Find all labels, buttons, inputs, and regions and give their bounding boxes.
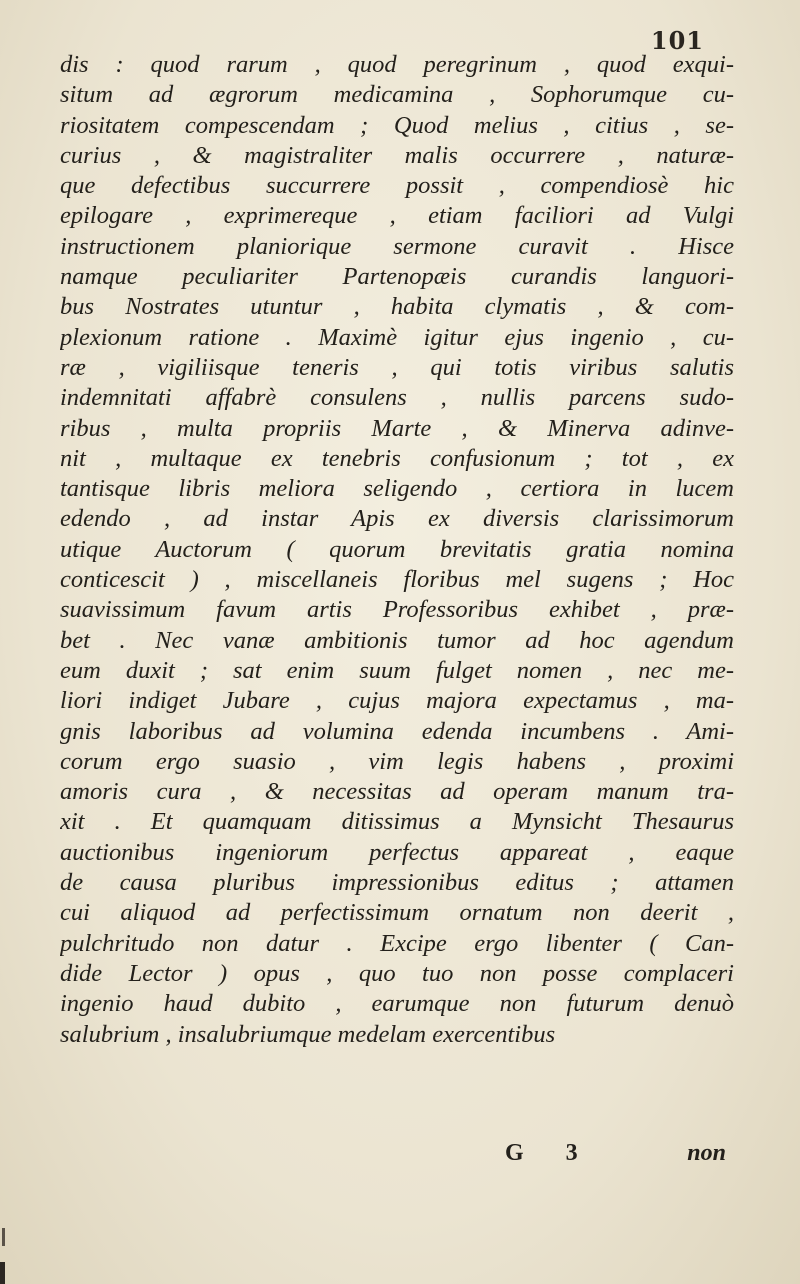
text-line: bet . Nec vanæ ambitionis tumor ad hoc agendum bbox=[60, 626, 734, 654]
text-line: xit . Et quamquam ditissimus a Mynsicht Thesaurus bbox=[60, 808, 734, 836]
text-line: nit , multaque ex tenebris confusionum ; tot , ex bbox=[60, 444, 734, 472]
text-line: riositatem compescendam ; Quod melius , citius , se- bbox=[60, 111, 734, 139]
page-footer bbox=[60, 1140, 734, 1172]
text-line: edendo , ad instar Apis ex diversis clarissimorum bbox=[60, 505, 734, 533]
text-line: cui aliquod ad perfectissimum ornatum non deerit , bbox=[60, 899, 734, 927]
text-line: situm ad ægrorum medicamina , Sophorumque cu- bbox=[60, 81, 734, 109]
text-line: instructionem planiorique sermone curavit . Hisce bbox=[60, 232, 734, 260]
text-line: namque peculiariter Partenopæis curandis languori- bbox=[60, 263, 734, 291]
text-line: conticescit ) , miscellaneis floribus mel sugens ; Hoc bbox=[60, 566, 734, 594]
text-line: ribus , multa propriis Marte , & Minerva adinve- bbox=[60, 414, 734, 442]
text-line: dide Lector ) opus , quo tuo non posse complaceri bbox=[60, 959, 734, 987]
text-line: que defectibus succurrere possit , compendiosè hic bbox=[60, 172, 734, 200]
text-line: pulchritudo non datur . Excipe ergo libenter ( Can- bbox=[60, 929, 734, 957]
text-line: eum duxit ; sat enim suum fulget nomen , nec me- bbox=[60, 656, 734, 684]
text-line: amoris cura , & necessitas ad operam manum tra- bbox=[60, 778, 734, 806]
text-line: gnis laboribus ad volumina edenda incumbens . Ami- bbox=[60, 717, 734, 745]
text-line: epilogare , exprimereque , etiam faciliori ad Vulgi bbox=[60, 202, 734, 230]
text-line: salubrium , insalubriumque medelam exercentibus bbox=[60, 1020, 556, 1048]
text-line: utique Auctorum ( quorum brevitatis gratia nomina bbox=[60, 535, 734, 563]
text-line: bus Nostrates utuntur , habita clymatis , & com- bbox=[60, 293, 734, 321]
body-text bbox=[60, 50, 734, 1050]
text-line: liori indiget Jubare , cujus majora expectamus , ma- bbox=[60, 687, 734, 715]
binding-edge-mark bbox=[2, 1228, 5, 1246]
text-line: plexionum ratione . Maximè igitur ejus ingenio , cu- bbox=[60, 323, 734, 351]
text-line: indemnitati affabrè consulens , nullis parcens sudo- bbox=[60, 384, 734, 412]
binding-edge-mark bbox=[0, 1262, 5, 1284]
catchword: non bbox=[687, 1140, 726, 1166]
text-line: suavissimum favum artis Professoribus exhibet , præ- bbox=[60, 596, 734, 624]
page-number: 101 bbox=[650, 26, 704, 55]
text-line: auctionibus ingeniorum perfectus appareat , eaque bbox=[60, 838, 734, 866]
text-line: tantisque libris meliora seligendo , certiora in lucem bbox=[60, 475, 734, 503]
text-line: ingenio haud dubito , earumque non futurum denuò bbox=[60, 990, 734, 1018]
signature-mark: G 3 bbox=[505, 1140, 596, 1166]
text-line: de causa pluribus impressionibus editus ; attamen bbox=[60, 869, 734, 897]
text-line: curius , & magistraliter malis occurrere , naturæ- bbox=[60, 141, 734, 169]
text-line: dis : quod rarum , quod peregrinum , quod exqui- bbox=[60, 51, 734, 78]
text-line: corum ergo suasio , vim legis habens , proximi bbox=[60, 747, 734, 775]
text-line: ræ , vigiliisque teneris , qui totis viribus salutis bbox=[60, 353, 734, 381]
